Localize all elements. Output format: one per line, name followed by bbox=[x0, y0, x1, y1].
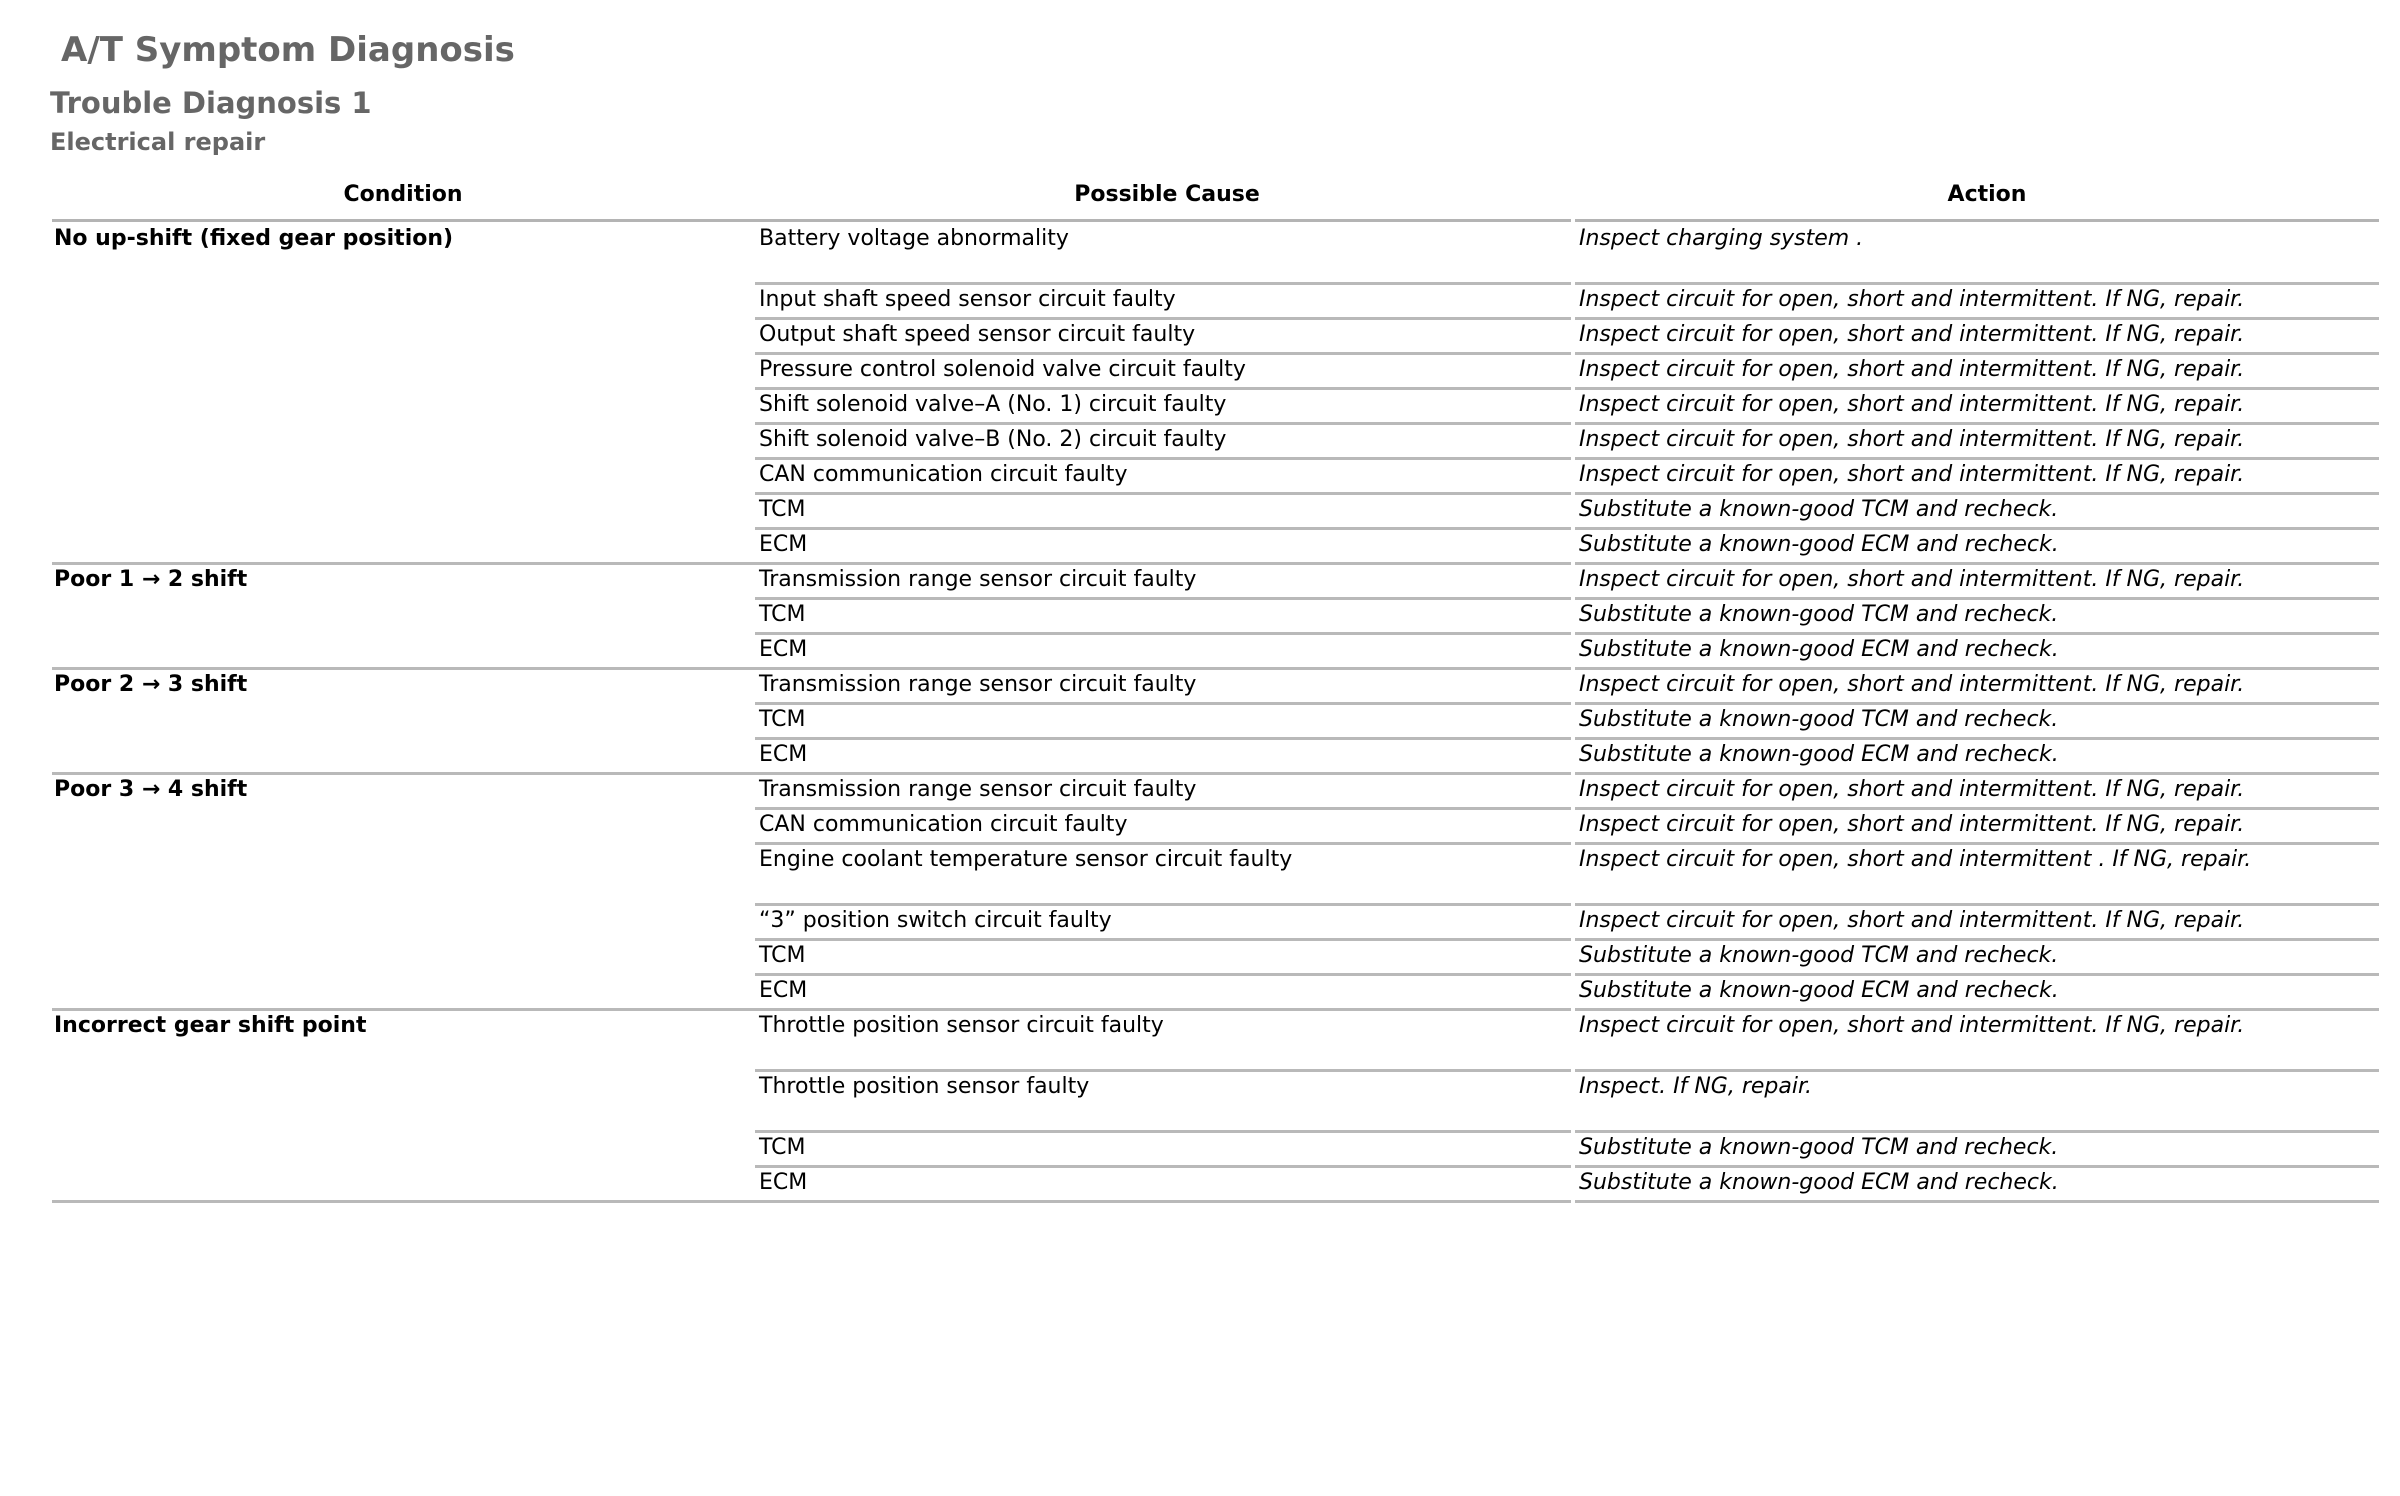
action-cell: Inspect circuit for open, short and intermittent. If NG, repair. bbox=[1579, 908, 2245, 933]
table-row bbox=[0, 773, 2400, 808]
table-row bbox=[0, 808, 2400, 843]
condition-cell: No up-shift (fixed gear position) bbox=[54, 226, 454, 251]
action-cell: Inspect circuit for open, short and intermittent. If NG, repair. bbox=[1579, 1013, 2245, 1038]
possible-cause-cell: TCM bbox=[759, 707, 806, 732]
possible-cause-cell: CAN communication circuit faulty bbox=[759, 462, 1128, 487]
action-cell: Inspect circuit for open, short and intermittent. If NG, repair. bbox=[1579, 777, 2245, 802]
possible-cause-cell: Pressure control solenoid valve circuit faulty bbox=[759, 357, 1246, 382]
table-row bbox=[0, 974, 2400, 1009]
table-row bbox=[0, 283, 2400, 318]
table-row bbox=[0, 353, 2400, 388]
action-cell: Inspect circuit for open, short and intermittent. If NG, repair. bbox=[1579, 357, 2245, 382]
action-cell: Inspect. If NG, repair. bbox=[1579, 1074, 1812, 1099]
table-row bbox=[0, 493, 2400, 528]
table-row bbox=[0, 904, 2400, 939]
action-cell: Inspect circuit for open, short and intermittent. If NG, repair. bbox=[1579, 567, 2245, 592]
action-cell: Inspect circuit for open, short and intermittent. If NG, repair. bbox=[1579, 812, 2245, 837]
possible-cause-cell: Throttle position sensor circuit faulty bbox=[759, 1013, 1164, 1038]
page-subtitle: Trouble Diagnosis 1 bbox=[50, 86, 372, 120]
action-cell: Inspect circuit for open, short and intermittent. If NG, repair. bbox=[1579, 392, 2245, 417]
possible-cause-cell: Battery voltage abnormality bbox=[759, 226, 1069, 251]
possible-cause-cell: Throttle position sensor faulty bbox=[759, 1074, 1090, 1099]
possible-cause-cell: ECM bbox=[759, 978, 808, 1003]
possible-cause-cell: Input shaft speed sensor circuit faulty bbox=[759, 287, 1176, 312]
condition-cell: Poor 2 → 3 shift bbox=[54, 672, 248, 697]
possible-cause-cell: ECM bbox=[759, 742, 808, 767]
possible-cause-cell: Shift solenoid valve–A (No. 1) circuit faulty bbox=[759, 392, 1227, 417]
action-cell: Inspect circuit for open, short and intermittent. If NG, repair. bbox=[1579, 462, 2245, 487]
row-divider bbox=[755, 1200, 1571, 1203]
action-cell: Substitute a known-good ECM and recheck. bbox=[1579, 742, 2059, 767]
possible-cause-cell: Output shaft speed sensor circuit faulty bbox=[759, 322, 1196, 347]
possible-cause-cell: TCM bbox=[759, 602, 806, 627]
action-cell: Inspect circuit for open, short and intermittent. If NG, repair. bbox=[1579, 287, 2245, 312]
table-row bbox=[0, 222, 2400, 283]
condition-cell: Poor 1 → 2 shift bbox=[54, 567, 248, 592]
table-row bbox=[0, 843, 2400, 904]
action-cell: Substitute a known-good ECM and recheck. bbox=[1579, 1170, 2059, 1195]
possible-cause-cell: ECM bbox=[759, 1170, 808, 1195]
action-cell: Inspect circuit for open, short and intermittent. If NG, repair. bbox=[1579, 322, 2245, 347]
group-divider bbox=[52, 1200, 755, 1203]
table-row bbox=[0, 939, 2400, 974]
table-row bbox=[0, 1070, 2400, 1131]
action-cell: Substitute a known-good TCM and recheck. bbox=[1579, 497, 2059, 522]
possible-cause-cell: Engine coolant temperature sensor circuit faulty bbox=[759, 847, 1293, 872]
possible-cause-cell: Transmission range sensor circuit faulty bbox=[759, 672, 1197, 697]
section-heading: Electrical repair bbox=[50, 128, 266, 156]
action-cell: Substitute a known-good TCM and recheck. bbox=[1579, 943, 2059, 968]
table-row bbox=[0, 1009, 2400, 1070]
table-row bbox=[0, 1131, 2400, 1166]
table-row bbox=[0, 598, 2400, 633]
possible-cause-cell: CAN communication circuit faulty bbox=[759, 812, 1128, 837]
table-row bbox=[0, 738, 2400, 773]
action-cell: Inspect circuit for open, short and intermittent. If NG, repair. bbox=[1579, 427, 2245, 452]
table-row bbox=[0, 703, 2400, 738]
action-cell: Inspect circuit for open, short and intermittent. If NG, repair. bbox=[1579, 672, 2245, 697]
table-row bbox=[0, 423, 2400, 458]
action-cell: Substitute a known-good TCM and recheck. bbox=[1579, 602, 2059, 627]
action-cell: Substitute a known-good TCM and recheck. bbox=[1579, 707, 2059, 732]
possible-cause-cell: Transmission range sensor circuit faulty bbox=[759, 777, 1197, 802]
possible-cause-cell: Transmission range sensor circuit faulty bbox=[759, 567, 1197, 592]
table-row bbox=[0, 388, 2400, 423]
action-cell: Substitute a known-good ECM and recheck. bbox=[1579, 637, 2059, 662]
table-row bbox=[0, 1166, 2400, 1201]
possible-cause-cell: TCM bbox=[759, 1135, 806, 1160]
row-divider bbox=[1575, 1200, 2379, 1203]
possible-cause-cell: ECM bbox=[759, 637, 808, 662]
page-title: A/T Symptom Diagnosis bbox=[61, 30, 515, 70]
header-condition: Condition bbox=[343, 182, 463, 207]
possible-cause-cell: TCM bbox=[759, 943, 806, 968]
possible-cause-cell: ECM bbox=[759, 532, 808, 557]
header-action: Action bbox=[1947, 182, 2027, 207]
table-row bbox=[0, 458, 2400, 493]
condition-cell: Incorrect gear shift point bbox=[54, 1013, 367, 1038]
action-cell: Substitute a known-good ECM and recheck. bbox=[1579, 978, 2059, 1003]
condition-cell: Poor 3 → 4 shift bbox=[54, 777, 248, 802]
action-cell: Substitute a known-good ECM and recheck. bbox=[1579, 532, 2059, 557]
possible-cause-cell: “3” position switch circuit faulty bbox=[759, 908, 1112, 933]
table-row bbox=[0, 528, 2400, 563]
action-cell: Substitute a known-good TCM and recheck. bbox=[1579, 1135, 2059, 1160]
possible-cause-cell: Shift solenoid valve–B (No. 2) circuit faulty bbox=[759, 427, 1227, 452]
table-row bbox=[0, 633, 2400, 668]
table-row bbox=[0, 318, 2400, 353]
possible-cause-cell: TCM bbox=[759, 497, 806, 522]
table-row bbox=[0, 563, 2400, 598]
header-possible-cause: Possible Cause bbox=[1074, 182, 1260, 207]
table-row bbox=[0, 668, 2400, 703]
action-cell: Inspect charging system . bbox=[1579, 226, 1864, 251]
action-cell: Inspect circuit for open, short and intermittent . If NG, repair. bbox=[1579, 847, 2252, 872]
